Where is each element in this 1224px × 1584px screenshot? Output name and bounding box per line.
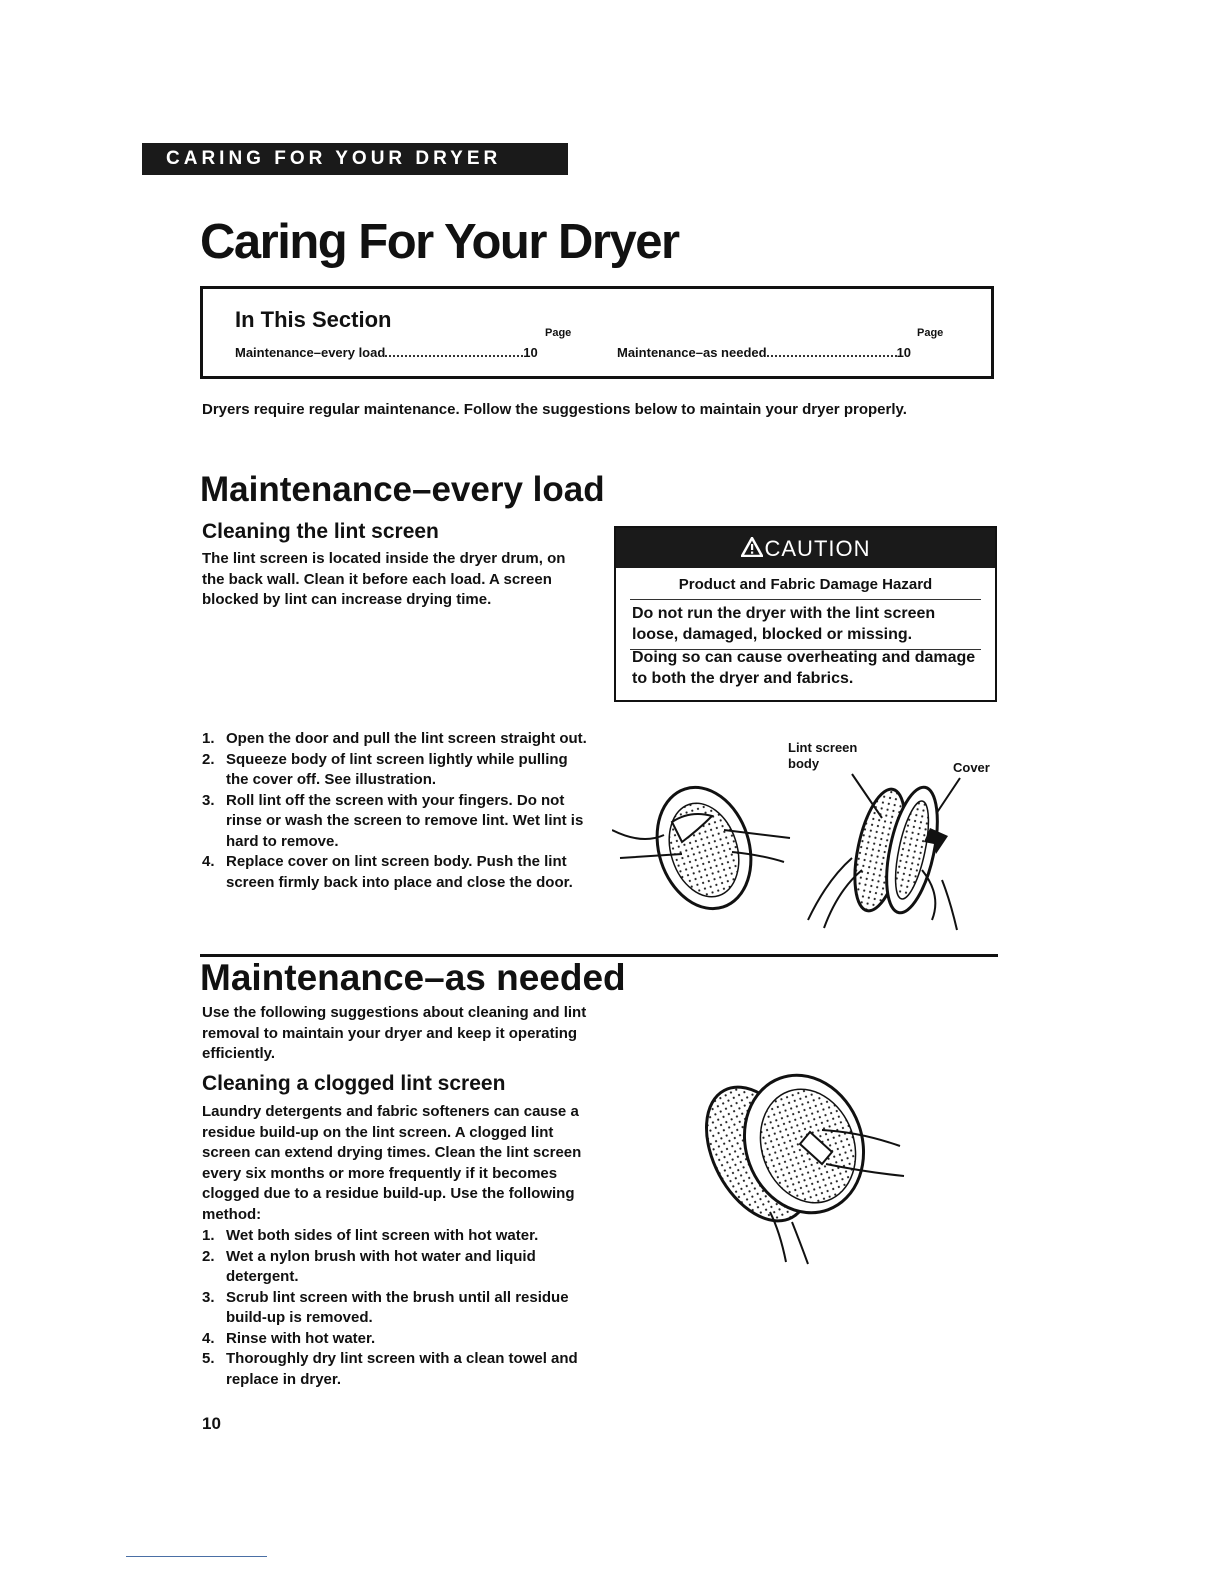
- step-text: Rinse with hot water.: [226, 1329, 376, 1347]
- list-item: [202, 1288, 594, 1329]
- step-text: Wet both sides of lint screen with hot water.: [226, 1227, 539, 1244]
- toc-page-label: Page: [545, 327, 572, 339]
- in-this-section-box: [200, 286, 994, 379]
- every-load-steps: [202, 729, 594, 893]
- caution-header: [616, 528, 995, 568]
- step-number: 1.: [202, 730, 215, 747]
- step-text: Thoroughly dry lint screen with a clean towel and replace in dryer.: [226, 1350, 578, 1388]
- caution-subtitle: Product and Fabric Damage Hazard: [678, 576, 933, 593]
- subheading-cleaning-lint-screen: Cleaning the lint screen: [202, 520, 439, 543]
- step-text: Roll lint off the screen with your fingers. Do not rinse or wash the screen to remove lint. Wet lint is hard to remove.: [226, 791, 584, 850]
- as-needed-steps: [202, 1226, 594, 1390]
- step-number: 3.: [202, 1288, 215, 1306]
- caution-divider: [630, 599, 981, 600]
- toc-entry-as-needed[interactable]: [617, 345, 911, 360]
- intro-text: Dryers require regular maintenance. Follow the suggestions below to maintain your dryer properly.: [202, 401, 907, 418]
- caution-line-2: Doing so can cause overheating and damage to both the dryer and fabrics.: [632, 649, 976, 687]
- brush-cleaning-illustration: [700, 1072, 910, 1268]
- step-text: Wet a nylon brush with hot water and liquid detergent.: [226, 1247, 536, 1285]
- toc-entry-label: Maintenance–every load: [235, 345, 386, 360]
- toc-entry-label: Maintenance–as needed: [617, 345, 767, 360]
- toc-entry-page: 10: [896, 345, 912, 360]
- toc-entry-every-load[interactable]: [235, 345, 538, 360]
- step-number: 2.: [202, 1247, 215, 1265]
- step-number: 3.: [202, 791, 215, 809]
- clogged-screen-description: Laundry detergents and fabric softeners can cause a residue build-up on the lint screen. A clogged lint screen can extend drying times. Clean the lint screen every six months or more frequently if it becomes clogged due to a residue build-up. Use the following method:: [202, 1103, 582, 1223]
- description-text: The lint screen is located inside the dryer drum, on the back wall.: [202, 550, 566, 588]
- as-needed-intro: Use the following suggestions about cleaning and lint removal to maintain your dryer and keep it operating efficiently.: [202, 1004, 587, 1062]
- step-text: Open the door and pull the lint screen straight out.: [226, 730, 587, 747]
- lint-screen-description: [202, 549, 582, 611]
- label-lint-screen-body: Lint screen body: [788, 740, 858, 771]
- list-item: [202, 1247, 594, 1288]
- lint-screen-removal-illustration: [612, 770, 1002, 950]
- step-number: 5.: [202, 1350, 215, 1367]
- caution-title: CAUTION: [764, 536, 871, 561]
- footer-line: [126, 1556, 267, 1557]
- step-number: 1.: [202, 1227, 215, 1244]
- subheading-clogged-lint-screen: Cleaning a clogged lint screen: [202, 1072, 506, 1095]
- list-item: [202, 1329, 594, 1350]
- caution-box: [614, 526, 997, 702]
- description-emphasis: Clean it before each load.: [303, 570, 486, 588]
- step-number: 4.: [202, 1329, 215, 1347]
- list-item: [202, 729, 594, 750]
- section-heading-every-load: Maintenance–every load: [200, 470, 605, 509]
- step-number: 2.: [202, 750, 215, 768]
- list-item: [202, 1349, 594, 1390]
- step-number: 4.: [202, 853, 215, 870]
- page-title: Caring For Your Dryer: [200, 215, 679, 269]
- toc-page-label: Page: [917, 327, 944, 339]
- warning-triangle-icon: [741, 529, 763, 571]
- list-item: [202, 1226, 594, 1247]
- step-text: Squeeze body of lint screen lightly while pulling the cover off. See illustration.: [226, 750, 568, 788]
- toc-heading: In This Section: [235, 307, 392, 332]
- label-cover: Cover: [953, 760, 990, 775]
- toc-entry-page: 10: [523, 345, 538, 360]
- section-banner: CARING FOR YOUR DRYER: [142, 143, 568, 175]
- step-text: Scrub lint screen with the brush until all residue build-up is removed.: [226, 1288, 569, 1326]
- page-number: 10: [202, 1414, 221, 1433]
- section-heading-as-needed: Maintenance–as needed: [200, 957, 626, 998]
- description-text: A screen blocked by lint can increase drying time.: [202, 570, 552, 608]
- caution-line-1: Do not run the dryer with the lint screen loose, damaged, blocked or missing.: [632, 605, 936, 643]
- list-item: [202, 791, 594, 853]
- list-item: [202, 750, 594, 791]
- step-text: Replace cover on lint screen body. Push the lint screen firmly back into place and close the door.: [226, 853, 573, 891]
- toc-leader-dots: [767, 347, 897, 357]
- list-item: [202, 852, 594, 893]
- toc-leader-dots: [385, 347, 523, 357]
